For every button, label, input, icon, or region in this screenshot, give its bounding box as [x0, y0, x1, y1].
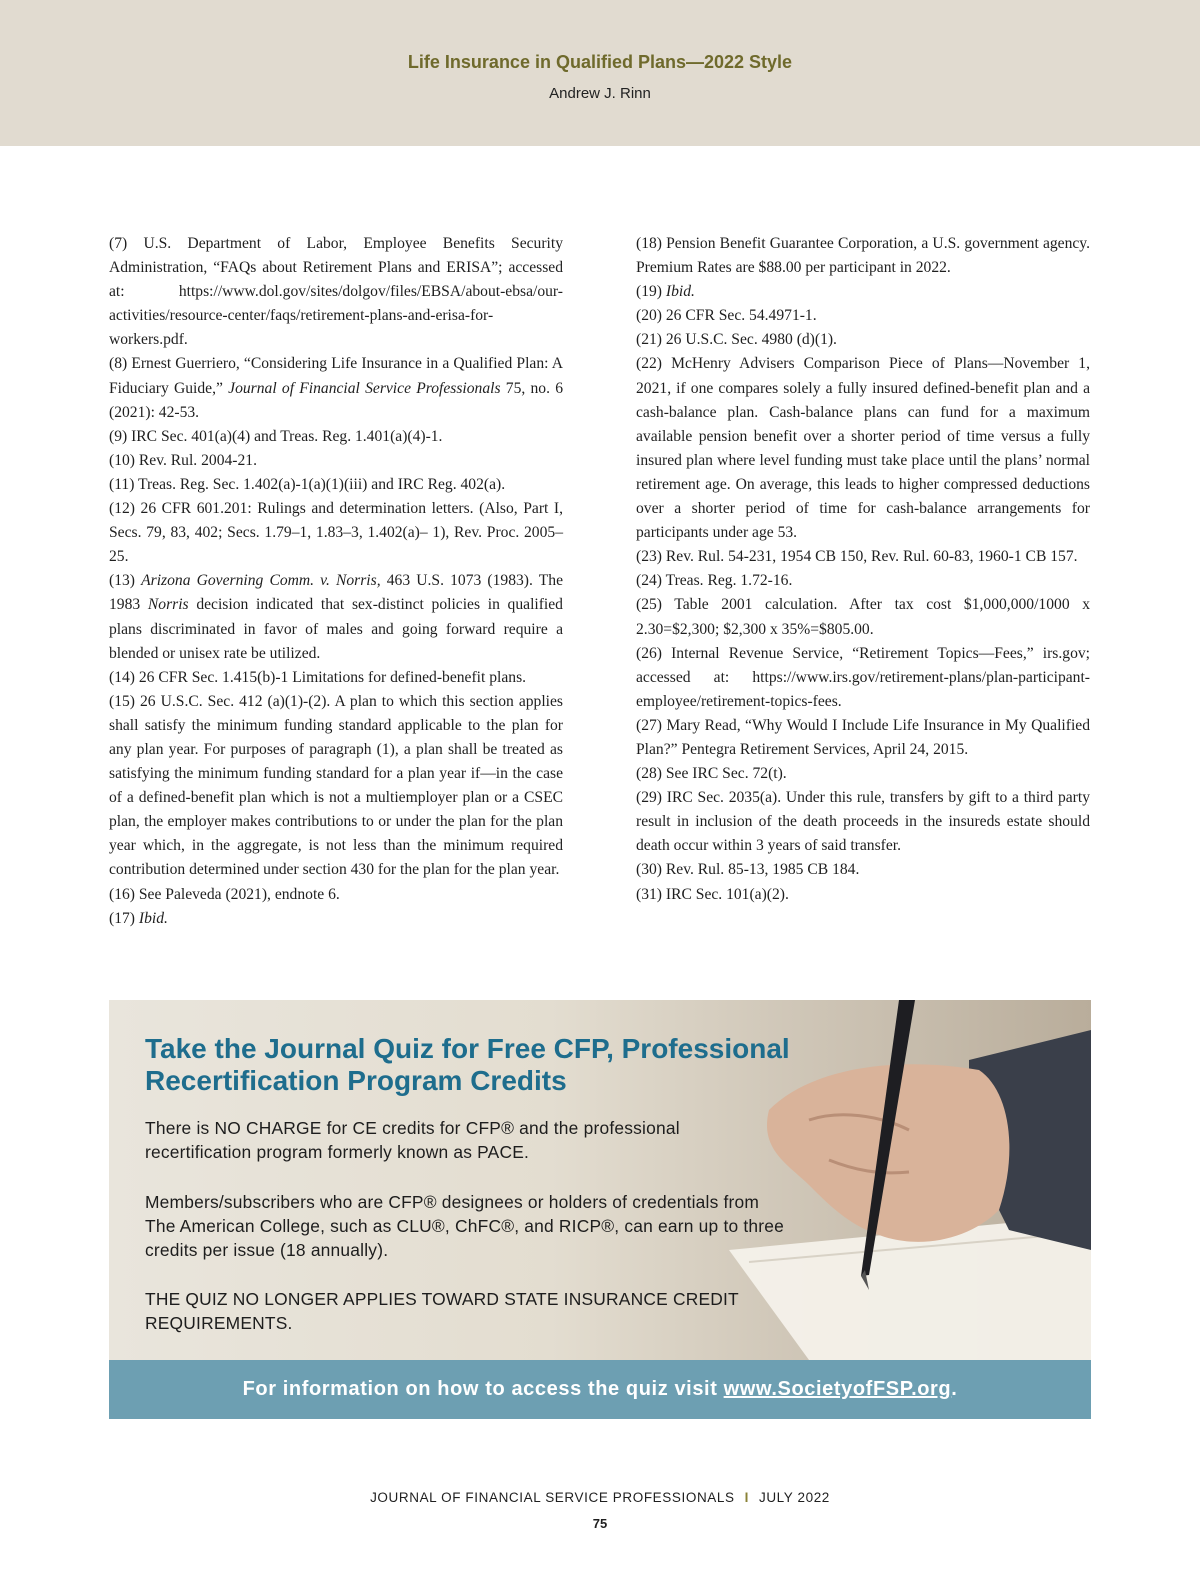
endnote-text: (16) See Paleveda (2021), endnote 6. [109, 885, 340, 903]
endnote-text: (8) Ernest Guerriero, “Considering Life Insurance in a Qualified Plan: A Fiduciary Guide,” [109, 355, 563, 397]
page-number: 75 [592, 1516, 608, 1531]
endnotes-left-column [109, 232, 563, 931]
endnote-text: (31) IRC Sec. 101(a)(2). [636, 885, 789, 903]
footer-running-title [0, 1490, 1200, 1505]
endnote [109, 473, 563, 497]
endnote-text: (14) 26 CFR Sec. 1.415(b)-1 Limitations for defined-benefit plans. [109, 668, 527, 686]
endnote [109, 907, 563, 931]
endnote [109, 425, 563, 449]
endnote [109, 449, 563, 473]
endnote [636, 762, 1090, 786]
endnote [109, 666, 563, 690]
endnote-text: (21) 26 U.S.C. Sec. 4980 (d)(1). [636, 331, 837, 349]
endnote-italic-text: Norris [147, 596, 189, 614]
promo-info-bar [109, 1360, 1091, 1419]
endnote [636, 232, 1090, 280]
endnote [109, 232, 563, 352]
endnote [109, 569, 563, 665]
endnote [636, 304, 1090, 328]
endnote [636, 883, 1090, 907]
endnote-italic-text: Arizona Governing Comm. v. Norris, [141, 572, 381, 590]
society-website-link[interactable]: www.SocietyofFSP.org [723, 1378, 952, 1400]
article-author: Andrew J. Rinn [549, 85, 651, 102]
endnote-text: (17) [109, 909, 139, 927]
endnote [109, 352, 563, 424]
endnote-text: (19) [636, 283, 666, 301]
promo-bar-end: . [951, 1378, 958, 1400]
endnote [109, 883, 563, 907]
endnote-text: (26) Internal Revenue Service, “Retirement Topics—Fees,” irs.gov; accessed at: https://www.irs.gov/retirement-plans/plan-participant-employee/retirement-topics-fees. [636, 644, 1090, 710]
endnote-text: (28) See IRC Sec. 72(t). [636, 765, 787, 783]
endnote-text: (27) Mary Read, “Why Would I Include Life Insurance in My Qualified Plan?” Pentegra Retirement Services, April 24, 2015. [636, 716, 1090, 758]
endnote-text: (24) Treas. Reg. 1.72-16. [636, 572, 793, 590]
endnote [636, 352, 1090, 545]
endnote [636, 280, 1090, 304]
endnote [109, 497, 563, 569]
endnote-text: (15) 26 U.S.C. Sec. 412 (a)(1)-(2). A plan to which this section applies shall satisfy the minimum funding standard applicable to the plan for any plan year. For purposes of paragraph (1), a plan shall be treated as satisfying the minimum funding standard for a plan year if—in the case of a defined-benefit plan which is not a multiemployer plan or a CSEC plan, the employer makes contributions to or under the plan for the plan year which, in the aggregate, is not less than the minimum required contribution determined under section 430 for the plan for the plan year. [109, 692, 563, 879]
endnote-text: (25) Table 2001 calculation. After tax cost $1,000,000/1000 x 2.30=$2,300; $2,300 x 35%=$805.00. [636, 596, 1090, 638]
endnote [636, 328, 1090, 352]
endnote-italic-text: Ibid. [665, 283, 695, 301]
endnote [636, 569, 1090, 593]
footer-separator: I [744, 1490, 749, 1505]
endnote-text: (30) Rev. Rul. 85-13, 1985 CB 184. [636, 861, 860, 879]
endnotes-right-column [636, 232, 1090, 907]
promo-bar-text: For information on how to access the quiz visit [242, 1378, 724, 1400]
journal-quiz-ad [109, 1000, 1091, 1419]
endnote-text: (22) McHenry Advisers Comparison Piece of Plans—November 1, 2021, if one compares solely a fully insured defined-benefit plan and a cash-balance plan. Cash-balance plans can fund for a maximum available pension benefit over a shorter period of time versus a fully insured plan where level funding must take place until the plans’ normal retirement age. On average, this leads to higher compressed deductions over a shorter period of time for cash-balance arrangements for participants under age 53. [636, 355, 1090, 542]
promo-paragraph-state-notice: THE QUIZ NO LONGER APPLIES TOWARD STATE INSURANCE CREDIT REQUIREMENTS. [145, 1289, 739, 1333]
endnote [636, 593, 1090, 641]
endnote [636, 786, 1090, 858]
endnote-italic-text: Ibid. [138, 909, 168, 927]
endnote [109, 690, 563, 883]
endnote-text: 463 U.S. 1073 (1983). The 1983 [109, 572, 563, 614]
endnote-text: (9) IRC Sec. 401(a)(4) and Treas. Reg. 1.401(a)(4)-1. [109, 427, 443, 445]
endnote-text: (13) [109, 572, 142, 590]
endnote-text: (29) IRC Sec. 2035(a). Under this rule, transfers by gift to a third party result in inclusion of the death proceeds in the insureds estate should death occur within 3 years of said transfer. [636, 789, 1090, 855]
endnote [636, 858, 1090, 882]
endnote [636, 714, 1090, 762]
endnote-text: (7) U.S. Department of Labor, Employee Benefits Security Administration, “FAQs about Retirement Plans and ERISA”; accessed at: https://www.dol.gov/sites/dolgov/files/EBSA/about-ebsa/our-activities/resource-center/faqs/retirement-plans-and-erisa-for-workers.pdf. [109, 235, 563, 349]
endnote-text: 75, no. 6 (2021): 42-53. [109, 379, 564, 421]
endnote-text: (10) Rev. Rul. 2004-21. [109, 451, 257, 469]
endnote-text: (23) Rev. Rul. 54-231, 1954 CB 150, Rev. Rul. 60-83, 1960-1 CB 157. [636, 548, 1078, 566]
endnote-text: decision indicated that sex-distinct policies in qualified plans discriminated in favor of males and going forward require a blended or unisex rate be utilized. [109, 596, 563, 662]
endnote-text: (18) Pension Benefit Guarantee Corporation, a U.S. government agency. Premium Rates are $88.00 per participant in 2022. [636, 235, 1090, 277]
endnote-text: (20) 26 CFR Sec. 54.4971-1. [636, 307, 817, 325]
promo-paragraph-credits: Members/subscribers who are CFP® designees or holders of credentials from The American College, such as CLU®, ChFC®, and RICP®, can earn up to three credits per issue (18 annually). [145, 1192, 785, 1260]
footer-issue-date: JULY 2022 [758, 1490, 830, 1505]
promo-paragraph-cost: There is NO CHARGE for CE credits for CFP® and the professional recertification program formerly known as PACE. [145, 1118, 680, 1162]
promo-title: Take the Journal Quiz for Free CFP, Professional Recertification Program Credits [145, 1033, 790, 1096]
article-title: Life Insurance in Qualified Plans—2022 Style [407, 52, 793, 72]
endnote-text: (11) Treas. Reg. Sec. 1.402(a)-1(a)(1)(iii) and IRC Reg. 402(a). [109, 475, 506, 493]
endnote [636, 642, 1090, 714]
header-band [0, 0, 1200, 146]
footer-journal-name: JOURNAL OF FINANCIAL SERVICE PROFESSIONALS [370, 1490, 735, 1505]
endnote-italic-text: Journal of Financial Service Professionals [228, 379, 501, 397]
endnote [636, 545, 1090, 569]
endnote-text: (12) 26 CFR 601.201: Rulings and determination letters. (Also, Part I, Secs. 79, 83, 402; Secs. 1.79–1, 1.83–3, 1.402(a)– 1), Rev. Proc. 2005–25. [109, 500, 563, 566]
